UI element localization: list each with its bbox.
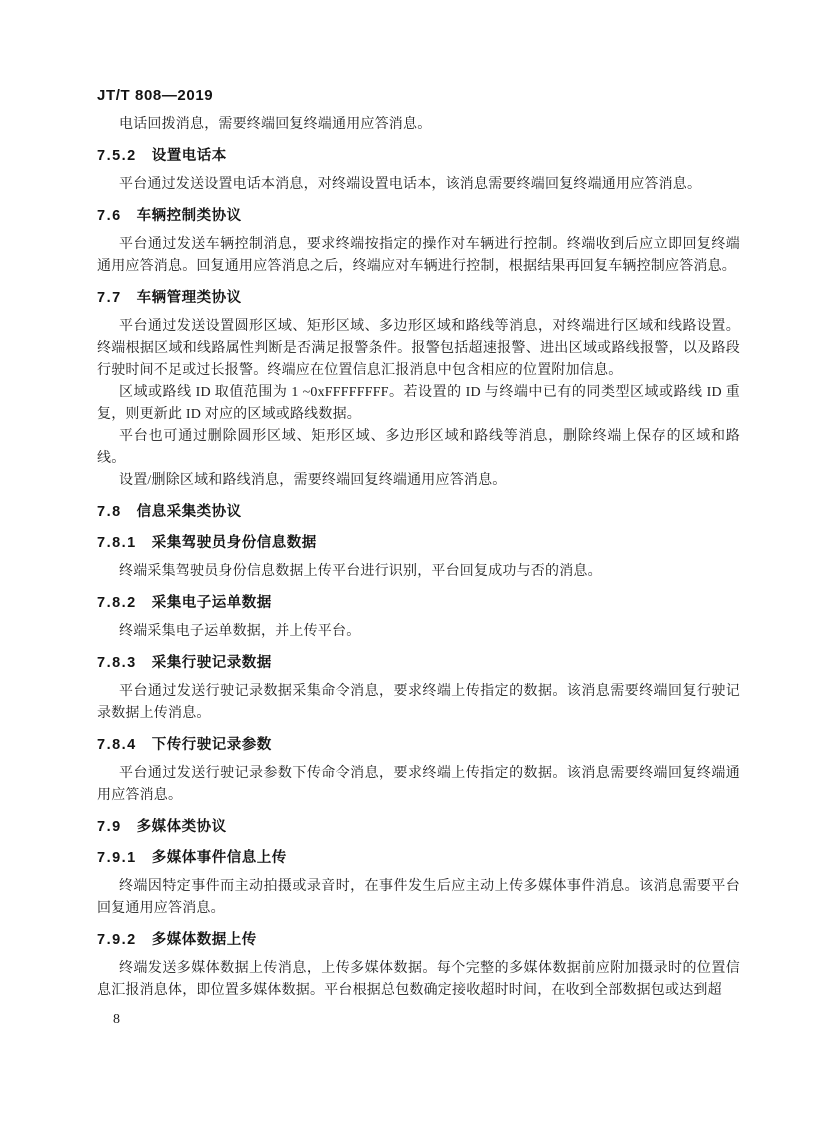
paragraph: 终端采集电子运单数据，并上传平台。 bbox=[119, 624, 361, 639]
section-heading-7.8.3 bbox=[97, 652, 740, 674]
section-heading-7.8.4 bbox=[97, 734, 740, 756]
section-title: 采集行驶记录数据 bbox=[151, 655, 272, 671]
paragraph: 平台通过发送设置电话本消息，对终端设置电话本，该消息需要终端回复终端通用应答消息。 bbox=[119, 177, 702, 192]
section-number: 7.7 bbox=[97, 290, 122, 306]
section-number: 7.9 bbox=[97, 819, 122, 835]
section-title: 多媒体数据上传 bbox=[151, 932, 257, 948]
section-number: 7.8.3 bbox=[97, 655, 137, 671]
section-heading-7.8 bbox=[97, 501, 740, 523]
section-title: 车辆控制类协议 bbox=[136, 208, 242, 224]
section-number: 7.5.2 bbox=[97, 148, 137, 164]
paragraph: 终端采集驾驶员身份信息数据上传平台进行识别，平台回复成功与否的消息。 bbox=[119, 564, 602, 579]
paragraph: 电话回拨消息，需要终端回复终端通用应答消息。 bbox=[119, 117, 432, 132]
paragraph: 平台通过发送行驶记录数据采集命令消息，要求终端上传指定的数据。该消息需要终端回复行驶记录数据上传消息。 bbox=[97, 684, 740, 721]
section-title: 多媒体事件信息上传 bbox=[151, 850, 287, 866]
section-heading-7.7 bbox=[97, 287, 740, 309]
section-number: 7.6 bbox=[97, 208, 122, 224]
document-content-area bbox=[97, 86, 740, 1030]
section-title: 车辆管理类协议 bbox=[136, 290, 242, 306]
section-heading-7.6 bbox=[97, 205, 740, 227]
section-number: 7.9.1 bbox=[97, 850, 137, 866]
section-title: 采集电子运单数据 bbox=[151, 595, 272, 611]
section-heading-7.9 bbox=[97, 816, 740, 838]
section-title: 信息采集类协议 bbox=[136, 504, 242, 520]
section-title: 下传行驶记录参数 bbox=[151, 737, 272, 753]
section-number: 7.8.1 bbox=[97, 535, 137, 551]
section-heading-7.5.2 bbox=[97, 145, 740, 167]
paragraph: 平台通过发送行驶记录参数下传命令消息，要求终端上传指定的数据。该消息需要终端回复终端通用应答消息。 bbox=[97, 766, 740, 803]
section-number: 7.8 bbox=[97, 504, 122, 520]
paragraph: 区域或路线 ID 取值范围为 1 ~0xFFFFFFFF。若设置的 ID 与终端中已有的同类型区域或路线 ID 重复，则更新此 ID 对应的区域或路线数据。 bbox=[97, 385, 740, 422]
paragraph: 平台通过发送车辆控制消息，要求终端按指定的操作对车辆进行控制。终端收到后应立即回复终端通用应答消息。回复通用应答消息之后，终端应对车辆进行控制，根据结果再回复车辆控制应答消息。 bbox=[97, 237, 740, 274]
page-number: 8 bbox=[113, 1012, 120, 1027]
paragraph: 设置/删除区域和路线消息，需要终端回复终端通用应答消息。 bbox=[119, 473, 507, 488]
paragraph: 平台也可通过删除圆形区域、矩形区域、多边形区域和路线等消息，删除终端上保存的区域和路线。 bbox=[97, 429, 740, 466]
running-header-document-code: JT/T 808—2019 bbox=[97, 87, 214, 104]
section-number: 7.8.2 bbox=[97, 595, 137, 611]
document-content bbox=[97, 114, 740, 1002]
section-title: 设置电话本 bbox=[151, 148, 227, 164]
section-title: 多媒体类协议 bbox=[136, 819, 227, 835]
section-heading-7.8.2 bbox=[97, 592, 740, 614]
paragraph: 终端因特定事件而主动拍摄或录音时，在事件发生后应主动上传多媒体事件消息。该消息需要平台回复通用应答消息。 bbox=[97, 879, 740, 916]
section-number: 7.8.4 bbox=[97, 737, 137, 753]
section-title: 采集驾驶员身份信息数据 bbox=[151, 535, 317, 551]
section-heading-7.8.1 bbox=[97, 532, 740, 554]
section-number: 7.9.2 bbox=[97, 932, 137, 948]
section-heading-7.9.2 bbox=[97, 929, 740, 951]
paragraph: 终端发送多媒体数据上传消息，上传多媒体数据。每个完整的多媒体数据前应附加摄录时的位置信息汇报消息体，即位置多媒体数据。平台根据总包数确定接收超时时间，在收到全部数据包或达到超 bbox=[97, 961, 740, 998]
section-heading-7.9.1 bbox=[97, 847, 740, 869]
paragraph: 平台通过发送设置圆形区域、矩形区域、多边形区域和路线等消息，对终端进行区域和线路设置。终端根据区域和线路属性判断是否满足报警条件。报警包括超速报警、进出区域或路线报警，以及路段行驶时间不足或过长报警。终端应在位置信息汇报消息中包含相应的位置附加信息。 bbox=[97, 319, 740, 378]
